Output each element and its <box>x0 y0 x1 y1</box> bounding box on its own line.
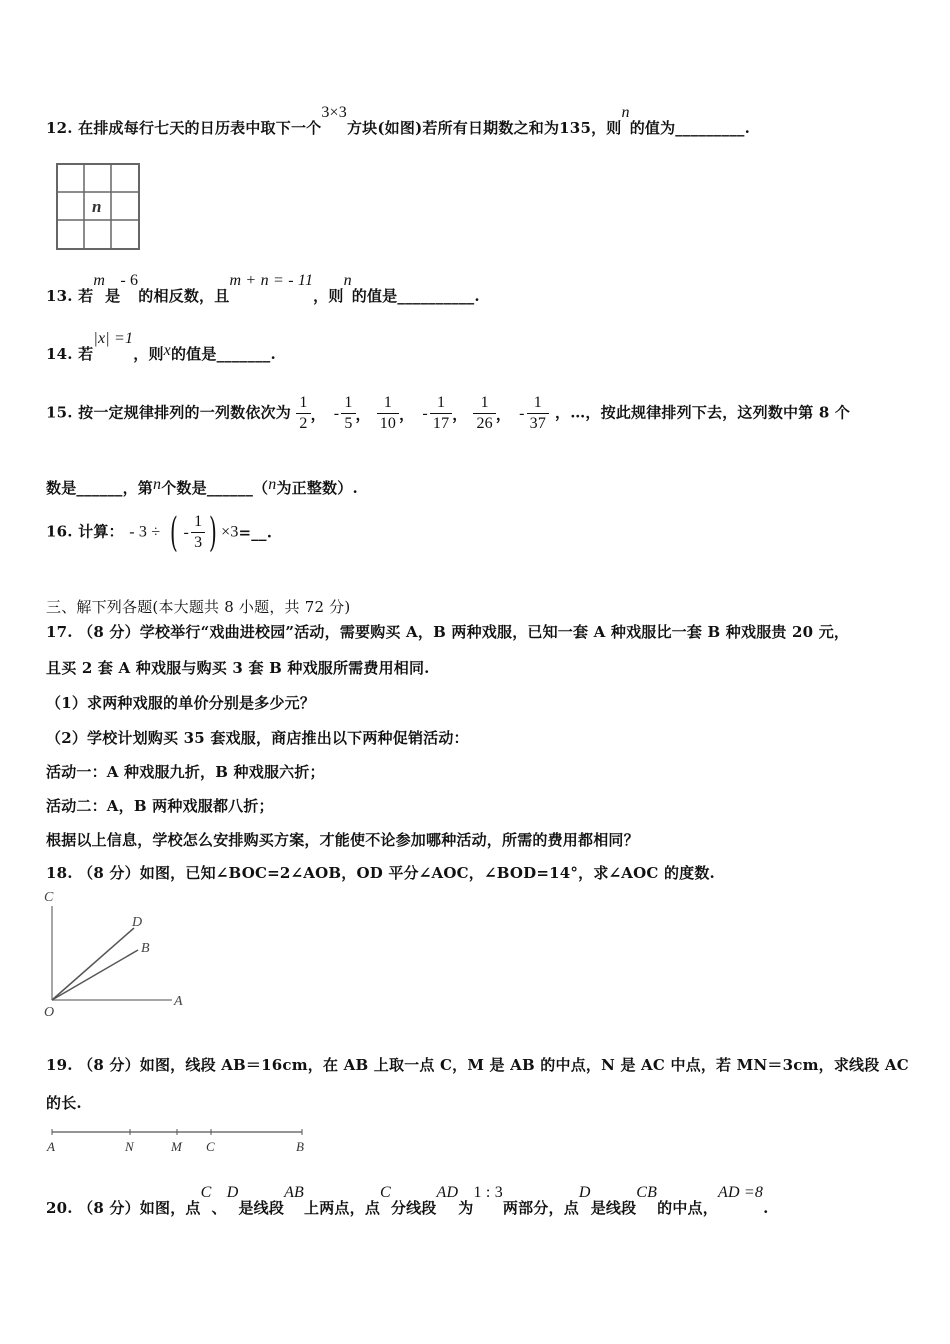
q18-angle-figure <box>40 888 200 1020</box>
q20-text-6: 为 <box>458 1199 474 1217</box>
label-n: N <box>125 1139 134 1154</box>
q20-text-1: （8 分）如图，点 <box>78 1199 201 1217</box>
q15-text-5: 为正整数）. <box>276 479 358 497</box>
q16-math-part-2: ×3 <box>221 523 239 541</box>
q20-math-d: D <box>226 1184 239 1201</box>
right-paren: ) <box>209 509 218 556</box>
label-m: M <box>171 1139 182 1154</box>
q12-math-n: n <box>621 104 630 121</box>
q17-line-6: 活动二：A，B 两种戏服都八折； <box>46 797 274 815</box>
q15-term-num: 1 <box>473 393 495 414</box>
q15-term <box>420 394 468 432</box>
q20-line <box>46 1184 769 1218</box>
q15-term-sign: - <box>422 404 428 422</box>
q15-text-3: 数是______，第 <box>46 479 154 497</box>
q13-text-2: 是 <box>105 287 121 305</box>
q12-text-3: 的值为_________. <box>629 119 751 137</box>
q16-math-part-1: - 3 ÷ <box>129 523 161 541</box>
q19-line-2: 的长. <box>46 1094 82 1112</box>
q13-text-4: ，则 <box>313 287 344 305</box>
q15-term-num: 1 <box>341 393 355 414</box>
label-a: A <box>47 1139 55 1154</box>
q15-sequence-terms <box>296 394 555 432</box>
q12-calendar-grid-figure <box>55 162 141 252</box>
label-a: A <box>174 994 183 1009</box>
q15-comma: ， <box>310 405 326 423</box>
q15-term-sign: - <box>333 404 340 422</box>
q15-number: 15. <box>46 403 73 422</box>
q17-line-3: （1）求两种戏服的单价分别是多少元？ <box>46 694 316 712</box>
q20-math-ratio: 1 : 3 <box>473 1184 503 1201</box>
q15-term-den: 5 <box>344 415 353 432</box>
q14-text-3: 的值是_______. <box>170 345 276 363</box>
q20-number: 20. <box>46 1199 73 1217</box>
q12-text-1: 在排成每行七天的日历表中取下一个 <box>78 119 322 137</box>
q15-term <box>473 394 512 432</box>
q14-number: 14. <box>46 345 73 363</box>
q13-text-1: 若 <box>78 287 94 305</box>
label-o: O <box>44 1005 55 1020</box>
q15-term-den: 2 <box>299 415 308 432</box>
q20-text-3: 是线段 <box>238 1199 285 1217</box>
q15-comma: ， <box>355 405 371 423</box>
q17-line-2: 且买 2 套 A 种戏服与购买 3 套 B 种戏服所需费用相同. <box>46 659 430 677</box>
q15-term-fraction <box>430 393 452 434</box>
q16-frac-num: 1 <box>191 512 205 533</box>
q14-text-2: ，则 <box>133 345 164 363</box>
q20-text-2: 、 <box>211 1199 227 1217</box>
q13-number: 13. <box>46 287 73 305</box>
q15-comma: ， <box>495 405 512 423</box>
q12-text-2: 方块(如图)若所有日期数之和为135，则 <box>346 119 622 137</box>
q18-line-1: 18. （8 分）如图，已知∠BOC=2∠AOB，OD 平分∠AOC，∠BOD=14°，求∠AOC 的度数. <box>46 864 715 882</box>
q15-term-num: 1 <box>296 393 310 414</box>
grid-center-label: n <box>92 197 102 216</box>
q16-fraction <box>191 512 205 553</box>
label-d: D <box>132 915 143 930</box>
q15-term-den: 37 <box>529 415 547 432</box>
q20-math-ad: AD <box>436 1184 459 1201</box>
q15-term-fraction <box>377 393 399 434</box>
q15-term <box>377 394 415 432</box>
q20-math-ab: AB <box>284 1184 305 1201</box>
q14-text-1: 若 <box>78 345 94 363</box>
q17-line-5: 活动一：A 种戏服九折，B 种戏服六折； <box>46 763 325 781</box>
q13-math-n: n <box>343 272 352 289</box>
q15-line-1 <box>46 393 850 434</box>
q12-math-grid-size: 3×3 <box>321 104 347 121</box>
q14-math-abs: |x| =1 <box>93 330 134 347</box>
q13-math-equation: m + n = - 11 <box>229 272 314 289</box>
q14-line <box>46 330 276 364</box>
q16-frac-den: 3 <box>194 534 203 551</box>
q15-math-n-2: n <box>268 476 277 493</box>
q17-line-4: （2）学校计划购买 35 套戏服，商店推出以下两种促销活动： <box>46 729 469 747</box>
q15-term-num: 1 <box>377 393 399 414</box>
label-b: B <box>141 941 150 956</box>
q15-term-fraction <box>341 393 355 434</box>
q20-text-7: 两部分，点 <box>502 1199 579 1217</box>
q15-term-num: 1 <box>527 393 549 414</box>
q13-math-m: m <box>93 272 106 289</box>
q12-line <box>46 104 751 138</box>
q15-term-fraction <box>473 393 495 434</box>
q16-neg-sign: - <box>183 523 190 541</box>
q15-line-2 <box>46 477 358 498</box>
q13-text-3: 的相反数，且 <box>138 287 230 305</box>
q19-segment-figure <box>40 1124 320 1156</box>
q17-line-7: 根据以上信息，学校怎么安排购买方案，才能使不论参加哪种活动，所需的费用都相同？ <box>46 831 639 849</box>
q16-text-1: 计算： <box>78 522 124 541</box>
q20-math-c: C <box>200 1184 212 1201</box>
q13-math-neg6: - 6 <box>120 272 139 289</box>
q20-text-10: . <box>763 1199 769 1217</box>
q16-text-2: =__. <box>238 523 273 542</box>
q15-text-1: 按一定规律排列的一列数依次为 <box>78 403 291 422</box>
q15-math-n: n <box>153 476 162 493</box>
q15-term-fraction <box>296 393 310 434</box>
q12-number: 12. <box>46 119 73 137</box>
q20-math-ad-value: AD =8 <box>717 1184 764 1201</box>
ray-ob <box>52 950 138 1000</box>
q15-term-fraction <box>527 393 549 434</box>
q15-term <box>332 394 371 432</box>
q13-text-5: 的值是__________. <box>351 287 480 305</box>
q15-term-den: 17 <box>432 415 450 432</box>
label-c: C <box>44 890 54 905</box>
q15-comma: ， <box>452 405 468 423</box>
q15-comma: ， <box>399 405 415 423</box>
q15-term-den: 26 <box>476 415 493 432</box>
label-c: C <box>206 1139 215 1154</box>
section-3-heading: 三、解下列各题(本大题共 8 小题，共 72 分) <box>46 598 351 616</box>
q20-math-d-2: D <box>578 1184 591 1201</box>
label-b: B <box>296 1139 304 1154</box>
q16-line <box>46 509 273 556</box>
q15-term-den: 10 <box>379 415 397 432</box>
q15-text-4: 个数是______（ <box>161 479 269 497</box>
q16-number: 16. <box>46 522 73 541</box>
q20-text-9: 的中点， <box>657 1199 718 1217</box>
q15-text-2: ，…，按此规律排列下去，这列数中第 8 个 <box>555 403 851 422</box>
q20-text-8: 是线段 <box>590 1199 637 1217</box>
q15-term-sign: - <box>519 404 525 422</box>
q15-term <box>517 394 549 432</box>
q13-line <box>46 272 480 306</box>
q19-line-1: 19. （8 分）如图，线段 AB＝16cm，在 AB 上取一点 C，M 是 AB 的中点，N 是 AC 中点，若 MN＝3cm，求线段 AC <box>46 1056 909 1074</box>
q20-text-5: 分线段 <box>390 1199 437 1217</box>
q20-text-4: 上两点，点 <box>304 1199 381 1217</box>
q14-math-x: x <box>163 342 171 359</box>
ray-od <box>52 928 134 1000</box>
q20-math-cb: CB <box>636 1184 658 1201</box>
q20-math-c-2: C <box>380 1184 391 1201</box>
q17-line-1: 17. （8 分）学校举行“戏曲进校园”活动，需要购买 A，B 两种戏服，已知一套 A 种戏服比一套 B 种戏服贵 20 元， <box>46 623 850 641</box>
q15-term <box>296 394 326 432</box>
left-paren: ( <box>169 509 178 556</box>
q15-term-num: 1 <box>430 393 452 414</box>
